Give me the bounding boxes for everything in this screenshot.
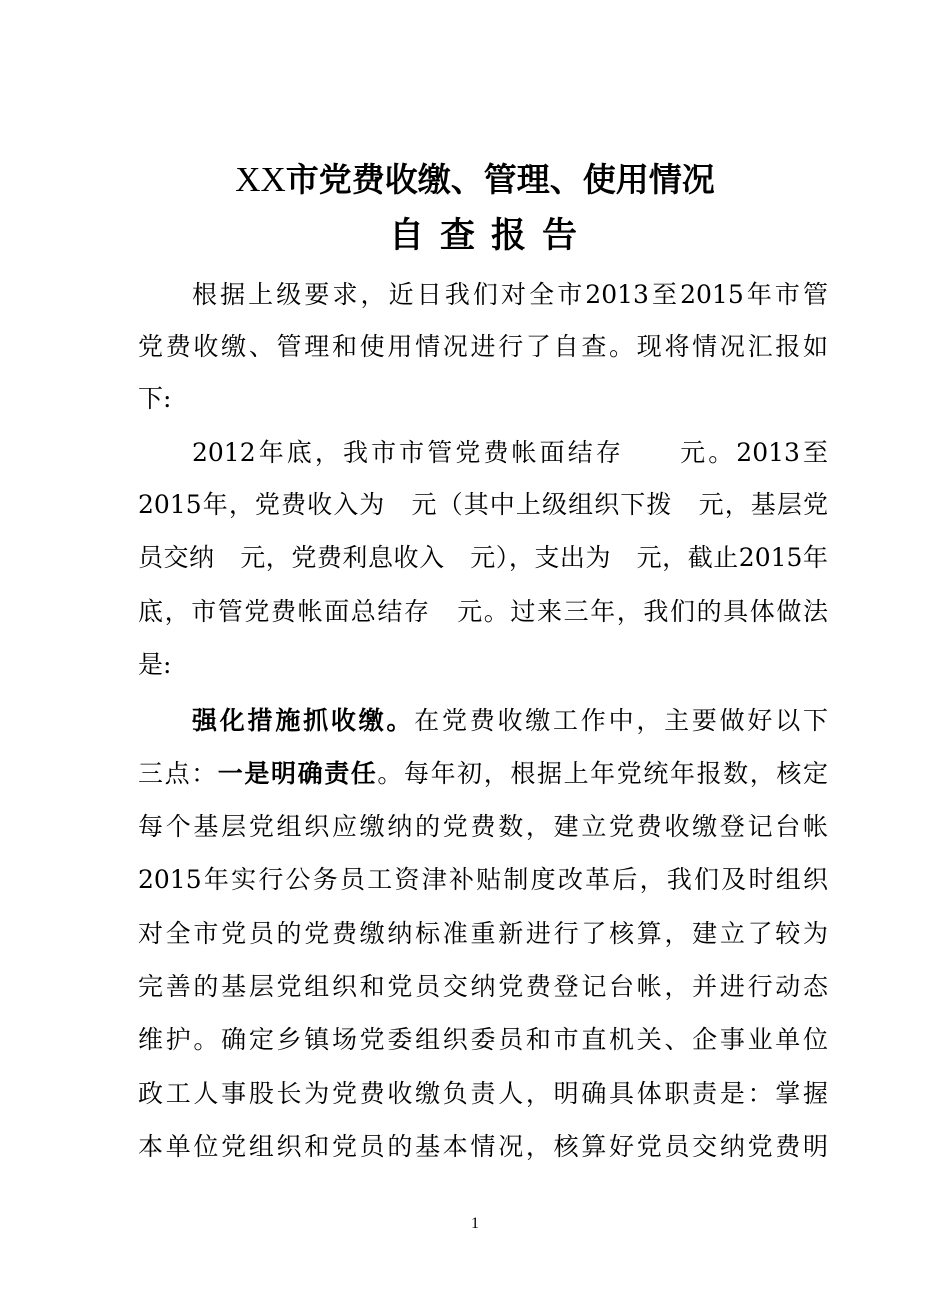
paragraph-line: 党费收缴、管理和使用情况进行了自查。现将情况汇报如	[138, 332, 828, 361]
paragraph-line: 根据上级要求，近日我们对全市2013至2015年市管	[192, 280, 828, 309]
point-heading: 一是明确责任	[217, 759, 378, 788]
paragraph-line: 完善的基层党组织和党员交纳党费登记台帐，并进行动态	[138, 972, 828, 1001]
title-prefix: XX	[235, 160, 286, 199]
page-number: 1	[471, 1215, 479, 1232]
paragraph-line: 每个基层党组织应缴纳的党费数，建立党费收缴登记台帐	[138, 812, 828, 841]
title-main: 市党费收缴、管理、使用情况	[285, 160, 715, 199]
paragraph-line: 政工人事股长为党费收缴负责人，明确具体职责是：掌握	[138, 1079, 828, 1108]
section-heading: 强化措施抓收缴。	[192, 706, 415, 735]
paragraph-line: 是:	[138, 650, 172, 679]
line-text: 在党费收缴工作中，主要做好以下	[414, 706, 828, 735]
paragraph-line: 底，市管党费帐面总结存 元。过来三年，我们的具体做法	[138, 597, 828, 626]
line-text: 三点：	[138, 759, 218, 788]
paragraph-line: 员交纳 元，党费利息收入 元），支出为 元，截止2015年	[138, 543, 828, 572]
paragraph-line: 本单位党组织和党员的基本情况，核算好党员交纳党费明	[138, 1132, 828, 1161]
document-title	[0, 158, 950, 202]
paragraph-line: 维护。确定乡镇场党委组织委员和市直机关、企事业单位	[138, 1025, 828, 1054]
paragraph-line	[192, 701, 828, 741]
paragraph-line: 2015年实行公务员工资津补贴制度改革后，我们及时组织	[138, 865, 828, 894]
paragraph-line: 对全市党员的党费缴纳标准重新进行了核算，建立了较为	[138, 919, 828, 948]
paragraph-line: 2015年，党费收入为 元（其中上级组织下拨 元，基层党	[138, 490, 828, 519]
paragraph-line: 2012年底，我市市管党费帐面结存 元。2013至	[192, 438, 828, 467]
line-text: 。每年初，根据上年党统年报数，核定	[377, 759, 828, 788]
document-subtitle: 自查报告	[388, 215, 593, 256]
paragraph-line	[138, 754, 828, 794]
paragraph-line: 下:	[138, 384, 172, 413]
